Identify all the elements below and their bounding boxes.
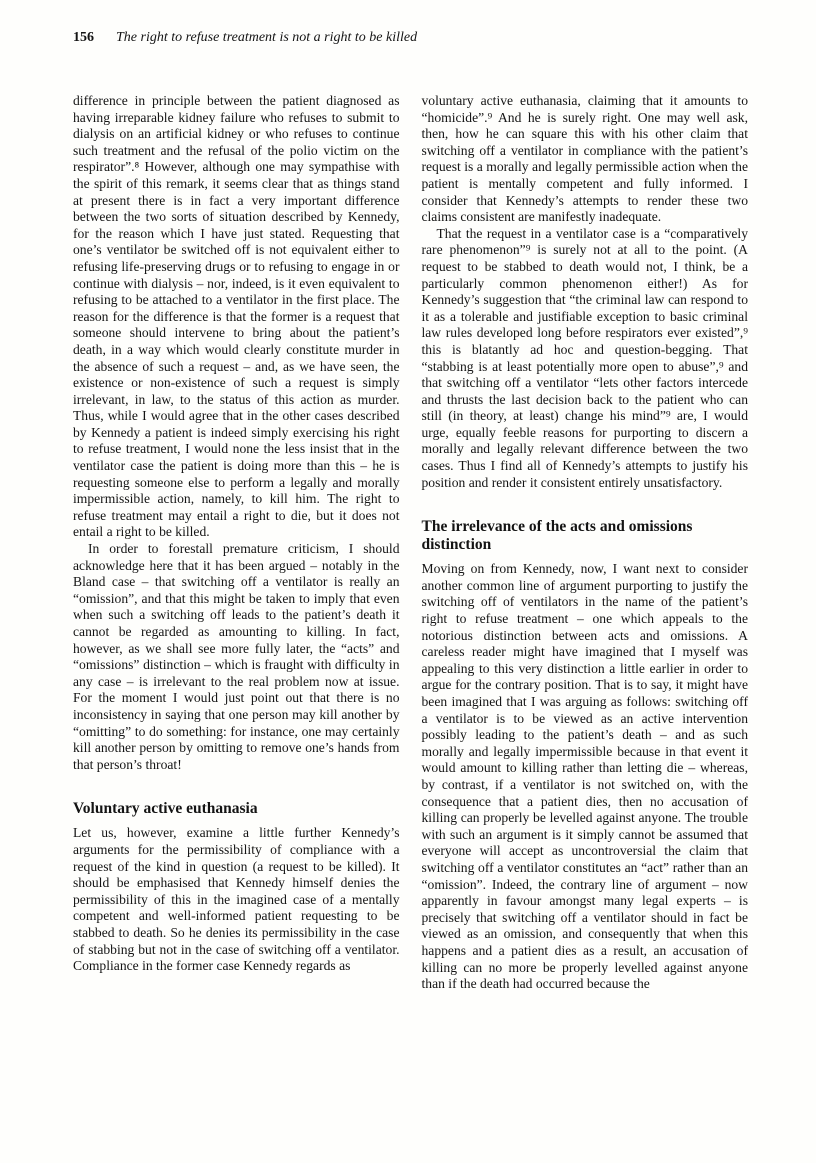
left-column <box>73 93 400 993</box>
two-column-layout <box>73 93 748 993</box>
page-number: 156 <box>73 30 94 45</box>
paragraph: Moving on from Kennedy, now, I want next to consider another common line of argument purporting to justify the switching off of ventilators in the name of the patient’s right to refuse treatment – one which appeals to the notorious distinction between acts and omissions. A careless reader might have imagined that I myself was appealing to this very distinction a little earlier in order to argue for the contrary position. That is to say, it might have been imagined that I was arguing as follows: switching off a ventilator is to be viewed as an active intervention possibly leading to the patient’s death – and as such morally and legally impermissible because in that event it would amount to killing rather than letting die – whereas, by contrast, if a ventilator is not switched on, with the consequence that a patient dies, then no accusation of killing can properly be levelled against anyone. The trouble with such an argument is it simply cannot be assumed that everyone will accept as uncontroversial the claim that switching off a ventilator constitutes an “act” rather than an “omission”. Indeed, the contrary line of argument – now apparently in favour amongst many legal experts – is precisely that switching off a ventilator should in fact be viewed as an omission, and consequently that when this happens and a patient dies as a result, an accusation of killing can no more be properly levelled against anyone than if the death had occurred because the <box>421 561 748 992</box>
paragraph-continuation: difference in principle between the patient diagnosed as having irreparable kidney failure who refuses to submit to dialysis on an artificial kidney or who refuses to continue such treatment and the refusal of the polio victim on the respirator”.⁸ However, although one may sympathise with the spirit of this remark, it seems clear that as things stand at present there is in fact a very important difference between the two sorts of situation described by Kennedy, for the reason which I have just stated. Requesting that one’s ventilator be switched off is not equivalent either to refusing life-preserving drugs or to refusing to engage in or continue with dialysis – nor, indeed, is it even equivalent to refusing to be attached to a ventilator in the first place. The reason for the difference is that the former is a request that someone should intervene to bring about the patient’s death, in a way which would clearly constitute murder in the absence of such a request – and, as we have seen, the existence or non-existence of such a request is simply irrelevant, in law, to the status of this action as murder. Thus, while I would agree that in the other cases described by Kennedy a patient is indeed simply exercising his right to refuse treatment, I would none the less insist that in the ventilator case the patient is doing more than this – he is requesting someone else to perform a legally and morally impermissible action, namely, to kill him. The right to refuse treatment may entail a right to die, but it does not entail a right to be killed. <box>73 93 400 540</box>
paragraph: In order to forestall premature criticism, I should acknowledge here that it has been argued – notably in the Bland case – that switching off a ventilator is really an “omission”, and that this might be taken to imply that even when such a switching off leads to the patient’s death it cannot be regarded as amounting to killing. In fact, however, as we shall see more fully later, the “acts” and “omissions” distinction – which is fraught with difficulty in any case – is irrelevant to the real problem now at issue. For the moment I would just point out that there is no inconsistency in saying that one person may kill another by “omitting” to do something: for instance, one may certainly kill another person by omitting to remove one’s hands from that person’s throat! <box>73 541 400 772</box>
section-heading-irrelevance-acts-omissions: The irrelevance of the acts and omissions distinction <box>421 518 693 554</box>
paragraph-continuation: voluntary active euthanasia, claiming that it amounts to “homicide”.⁹ And he is surely right. One may well ask, then, how he can square this with his other claim that switching off a ventilator in compliance with the patient’s request is a morally and legally permissible action when the patient is mentally competent and fully informed. I consider that Kennedy’s attempts to render these two claims consistent are manifestly inadequate. <box>421 93 748 225</box>
running-header <box>73 30 748 46</box>
right-column <box>422 93 749 993</box>
paragraph: Let us, however, examine a little further Kennedy’s arguments for the permissibility of compliance with a request of the kind in question (a request to be killed). It should be emphasised that Kennedy himself denies the permissibility of this in the imagined case of a mentally competent and well-informed patient requesting to be stabbed to death. So he denies its permissibility in the case of stabbing but not in the case of switching off a ventilator. Compliance in the former case Kennedy regards as <box>73 825 400 974</box>
paragraph: That the request in a ventilator case is a “comparatively rare phenomenon”⁹ is surely not at all to the point. (A request to be stabbed to death would not, I think, be a particularly common phenomenon either!) As for Kennedy’s suggestion that “the criminal law can respond to it as a tolerable and justifiable exception to basic criminal law rules developed long before respirators ever existed”,⁹ this is blatantly ad hoc and question-begging. That “stabbing is at least potentially more open to abuse”,⁹ and that switching off a ventilator “lets other factors intercede and thrusts the last decision back to the patient who can still (in theory, at least) change his mind”⁹ are, I would urge, equally feeble reasons for purporting to discern a morally and legally relevant difference between the two cases. Thus I find all of Kennedy’s attempts to justify his position and render it consistent entirely unsatisfactory. <box>421 225 748 490</box>
running-title: The right to refuse treatment is not a right to be killed <box>116 30 418 45</box>
section-heading-voluntary-active-euthanasia: Voluntary active euthanasia <box>73 800 258 818</box>
